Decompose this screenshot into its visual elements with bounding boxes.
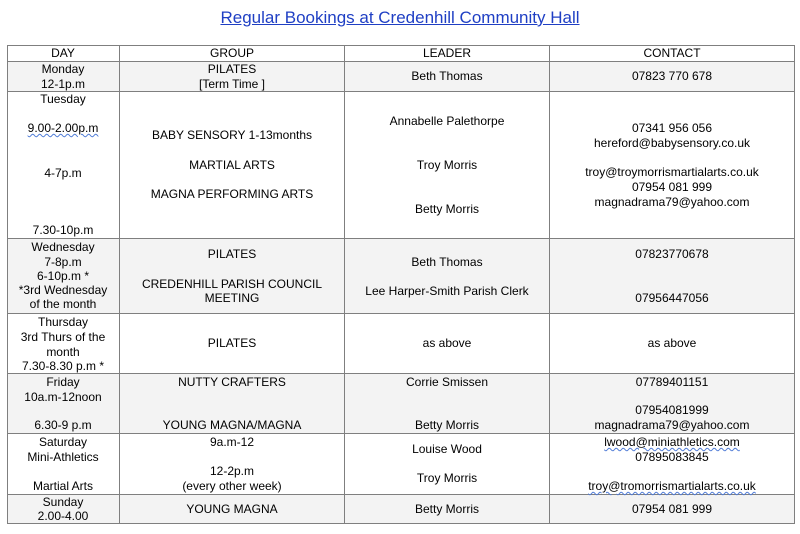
- day-cell: Tuesday: [40, 92, 86, 106]
- day-cell: Saturday: [38, 435, 88, 449]
- contact-cell: 07789401151: [635, 375, 709, 389]
- row-divider: [7, 313, 795, 314]
- row-divider: [7, 433, 795, 434]
- group-cell: (every other week): [182, 479, 282, 493]
- day-cell: Martial Arts: [32, 479, 93, 493]
- day-cell: [7, 121, 119, 136]
- day-cell: *3rd Wednesday: [18, 283, 108, 297]
- contact-cell: 07341 956 056: [631, 121, 713, 135]
- contact-cell: [550, 435, 794, 450]
- day-cell: 12-1p.m: [40, 77, 86, 91]
- group-cell: [Term Time ]: [198, 77, 265, 91]
- day-cell: 4-7p.m: [44, 166, 82, 180]
- group-cell: YOUNG MAGNA/MAGNA: [162, 418, 302, 432]
- leader-cell: Annabelle Palethorpe: [389, 114, 505, 128]
- group-cell: PILATES: [207, 336, 257, 350]
- group-cell: CREDENHILL PARISH COUNCIL: [141, 277, 323, 291]
- leader-cell: Betty Morris: [414, 502, 479, 516]
- contact-cell: 07823 770 678: [631, 69, 713, 83]
- email-link: lwood@miniathletics.com: [604, 435, 740, 449]
- table-border: [7, 523, 795, 524]
- row-divider: [7, 373, 795, 374]
- day-cell: 6.30-9 p.m: [34, 418, 92, 432]
- contact-cell: 07956447056: [635, 291, 709, 305]
- header-day: DAY: [51, 46, 75, 60]
- leader-cell: Lee Harper-Smith Parish Clerk: [365, 284, 529, 298]
- day-cell: 7-8p.m: [44, 255, 82, 269]
- group-cell: YOUNG MAGNA: [186, 502, 278, 516]
- group-cell: MAGNA PERFORMING ARTS: [150, 187, 314, 201]
- contact-cell: 07954 081 999: [631, 180, 713, 194]
- contact-cell: magnadrama79@yahoo.com: [594, 418, 750, 432]
- table-border: [794, 45, 795, 524]
- leader-cell: as above: [422, 336, 472, 350]
- group-cell: NUTTY CRAFTERS: [178, 375, 286, 389]
- day-cell: Wednesday: [31, 240, 95, 254]
- day-cell: 7.30-10p.m: [32, 223, 94, 237]
- leader-cell: Troy Morris: [416, 471, 478, 485]
- contact-cell: 07895083845: [635, 450, 709, 464]
- day-cell: Friday: [46, 375, 80, 389]
- email-link: troy@tromorrismartialarts.co.uk: [588, 479, 756, 493]
- day-cell: 6-10p.m *: [36, 269, 90, 283]
- row-divider: [7, 238, 795, 239]
- day-cell: of the month: [29, 297, 97, 311]
- contact-cell: hereford@babysensory.co.uk: [593, 136, 751, 150]
- header-contact: CONTACT: [643, 46, 701, 60]
- leader-cell: Beth Thomas: [411, 255, 483, 269]
- group-cell: PILATES: [207, 247, 257, 261]
- group-cell: BABY SENSORY 1-13months: [151, 128, 313, 142]
- contact-cell: magnadrama79@yahoo.com: [594, 195, 750, 209]
- day-cell: 10a.m-12noon: [24, 390, 102, 404]
- group-cell: MEETING: [204, 291, 260, 305]
- day-cell: Mini-Athletics: [27, 450, 99, 464]
- contact-cell: [550, 479, 794, 494]
- leader-cell: Troy Morris: [416, 158, 478, 172]
- leader-cell: Beth Thomas: [411, 69, 483, 83]
- day-cell: Monday: [41, 62, 85, 76]
- header-leader: LEADER: [422, 46, 472, 60]
- day-cell: Thursday: [37, 315, 89, 329]
- row-divider: [7, 494, 795, 495]
- day-time: 9.00-2.00p.m: [27, 121, 99, 135]
- header-group: GROUP: [209, 46, 254, 60]
- leader-cell: Corrie Smissen: [405, 375, 489, 389]
- contact-cell: as above: [647, 336, 697, 350]
- day-cell: 2.00-4.00: [37, 509, 89, 523]
- group-cell: 12-2p.m: [209, 464, 255, 478]
- contact-cell: 07954081999: [635, 403, 709, 417]
- page-title: Regular Bookings at Credenhill Community Hall: [220, 8, 580, 27]
- group-cell: 9a.m-12: [209, 435, 255, 449]
- day-cell: 7.30-8.30 p.m *: [21, 359, 105, 373]
- group-cell: MARTIAL ARTS: [189, 158, 275, 172]
- day-cell: Sunday: [42, 495, 84, 509]
- contact-cell: 07823770678: [635, 247, 709, 261]
- leader-cell: Betty Morris: [414, 202, 479, 216]
- contact-cell: 07954 081 999: [631, 502, 713, 516]
- contact-cell: troy@troymorrismartialarts.co.uk: [585, 165, 759, 179]
- day-cell: month: [46, 345, 80, 359]
- day-cell: 3rd Thurs of the: [20, 330, 106, 344]
- leader-cell: Louise Wood: [412, 442, 482, 456]
- leader-cell: Betty Morris: [414, 418, 479, 432]
- bookings-table: [7, 45, 795, 524]
- group-cell: PILATES: [207, 62, 257, 76]
